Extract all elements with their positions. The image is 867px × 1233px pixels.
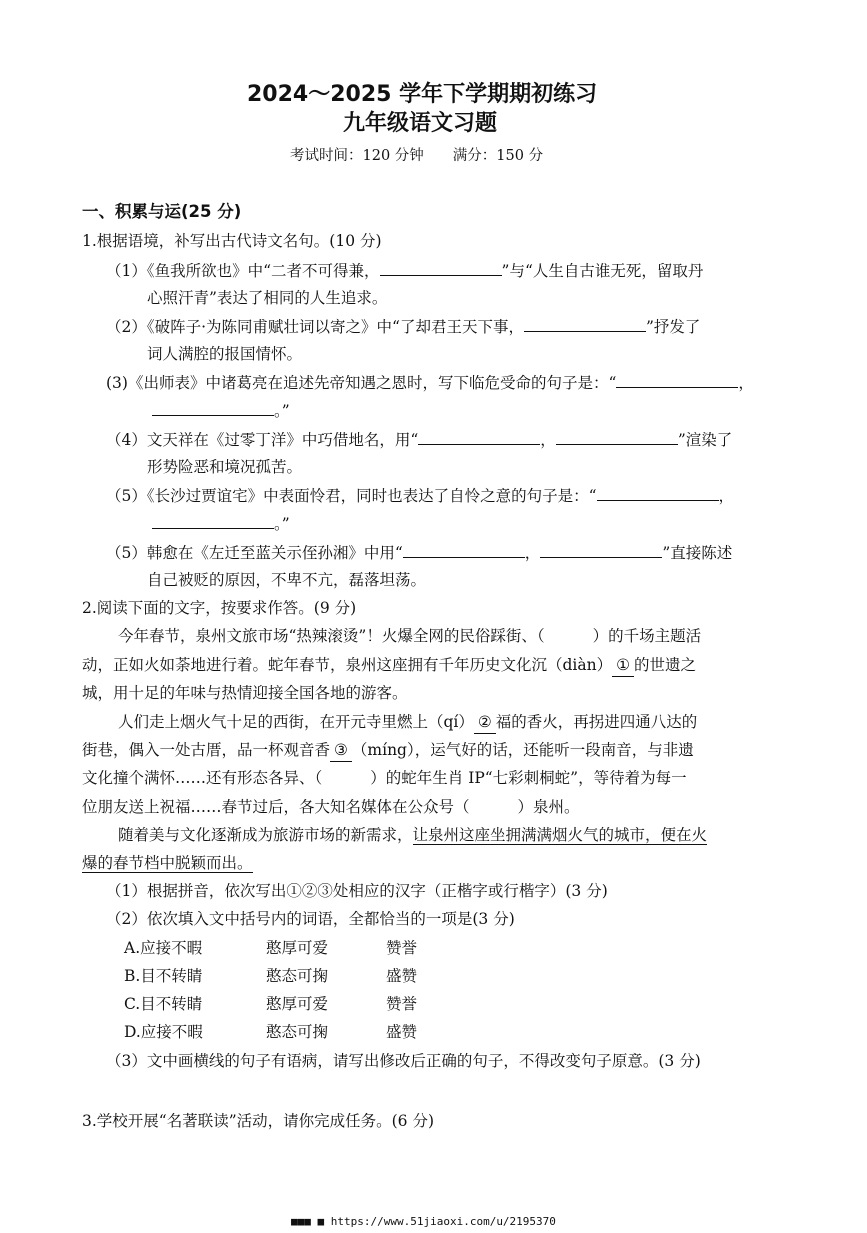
question-1-item-1-cont: 心照汗青”表达了相同的人生追求。: [147, 289, 388, 307]
question-1-item-4: （4）文天祥在《过零丁洋》中巧借地名，用“ ， ”渲染了: [106, 428, 732, 451]
answer-blank[interactable]: [380, 259, 502, 276]
question-1-item-4-cont: 形势险恶和境况孤苦。: [147, 458, 303, 476]
answer-blank[interactable]: [152, 512, 274, 529]
answer-blank[interactable]: [418, 428, 540, 445]
answer-blank[interactable]: [540, 541, 662, 558]
blank-marker-2: ②: [474, 711, 496, 734]
blank-marker-1: ①: [612, 654, 634, 677]
exam-title: 2024～2025 学年下学期期初练习: [247, 82, 598, 107]
answer-blank[interactable]: [597, 484, 719, 501]
passage-line: [82, 852, 253, 874]
option-a[interactable]: A.应接不暇 憨厚可爱 赞誉: [124, 939, 418, 957]
question-1-item-2: （2）《破阵子·为陈同甫赋壮词以寄之》中“了却君王天下事， ”抒发了: [106, 315, 700, 338]
question-1-item-3-cont: 。”: [152, 399, 290, 422]
question-1-item-6-cont: 自己被贬的原因，不卑不亢，磊落坦荡。: [147, 571, 427, 589]
option-c[interactable]: C.目不转睛 憨厚可爱 赞誉: [124, 995, 418, 1013]
answer-blank[interactable]: [403, 541, 525, 558]
underlined-sentence: 爆的春节档中脱颖而出。: [82, 854, 253, 872]
answer-blank[interactable]: [556, 428, 678, 445]
option-b[interactable]: B.目不转睛 憨态可掬 盛赞: [124, 967, 418, 985]
answer-blank[interactable]: [152, 399, 274, 416]
question-2-sub-1: （1）根据拼音，依次写出①②③处相应的汉字（正楷字或行楷字）(3 分): [106, 882, 608, 900]
exam-subtitle: 九年级语文习题: [343, 111, 498, 136]
passage-line: 今年春节，泉州文旅市场“热辣滚烫”！火爆全网的民俗踩街、（ ）的千场主题活: [118, 627, 702, 645]
section-heading: 一、积累与运(25 分): [82, 202, 242, 221]
underlined-sentence: 让泉州这座坐拥满满烟火气的城市，便在火: [412, 826, 708, 844]
question-2-sub-2: （2）依次填入文中括号内的词语，全都恰当的一项是(3 分): [106, 910, 515, 928]
question-2-stem: 2.阅读下面的文字，按要求作答。(9 分): [82, 599, 357, 617]
question-1-stem: 1.根据语境，补写出古代诗文名句。(10 分): [82, 232, 382, 250]
question-1-item-1: （1）《鱼我所欲也》中“二者不可得兼， ”与“人生自古谁无死，留取丹: [106, 259, 703, 282]
question-3-stem: 3.学校开展“名著联读”活动，请你完成任务。(6 分): [82, 1112, 435, 1130]
footer-watermark: ■■■ ■ https://www.51jiaoxi.com/u/2195370: [291, 1215, 556, 1228]
blank-marker-3: ③: [330, 739, 352, 762]
passage-line: 城，用十足的年味与热情迎接全国各地的游客。: [82, 684, 408, 702]
answer-blank[interactable]: [524, 315, 646, 332]
footer-url[interactable]: https://www.51jiaoxi.com/u/2195370: [330, 1215, 556, 1228]
passage-line: 随着美与文化逐渐成为旅游市场的新需求，让泉州这座坐拥满满烟火气的城市，便在火: [118, 826, 708, 844]
exam-info: 考试时间：120 分钟 满分：150 分: [290, 148, 544, 164]
question-1-item-6: （5）韩愈在《左迁至蓝关示侄孙湘》中用“ ， ”直接陈述: [106, 541, 732, 564]
passage-line: 文化撞个满怀……还有形态各异、（ ）的蛇年生肖 IP“七彩刺桐蛇”，等待着为每一: [82, 769, 687, 787]
question-1-item-5: （5）《长沙过贾谊宅》中表面怜君，同时也表达了自怜之意的句子是：“ ，: [106, 484, 734, 507]
passage-line: 动，正如火如荼地进行着。蛇年春节，泉州这座拥有千年历史文化沉（diàn） ① 的世遗之: [82, 654, 696, 677]
option-d[interactable]: D.应接不暇 憨态可掬 盛赞: [124, 1023, 418, 1041]
question-1-item-5-cont: 。”: [152, 512, 290, 535]
passage-line: 人们走上烟火气十足的西街，在开元寺里燃上（qí） ② 福的香火，再拐进四通八达的: [118, 711, 697, 734]
question-1-item-2-cont: 词人满腔的报国情怀。: [147, 345, 303, 363]
passage-line: 位朋友送上祝福……春节过后，各大知名媒体在公众号（ ）泉州。: [82, 798, 580, 816]
question-2-sub-3: （3）文中画横线的句子有语病，请写出修改后正确的句子，不得改变句子原意。(3 分): [106, 1052, 701, 1070]
question-1-item-3: (3)《出师表》中诸葛亮在追述先帝知遇之恩时，写下临危受命的句子是：“ ，: [106, 371, 754, 394]
passage-line: 街巷，偶入一处古厝，品一杯观音香 ③ （míng），运气好的话，还能听一段南音，与非遗: [82, 739, 694, 762]
answer-blank[interactable]: [616, 371, 738, 388]
